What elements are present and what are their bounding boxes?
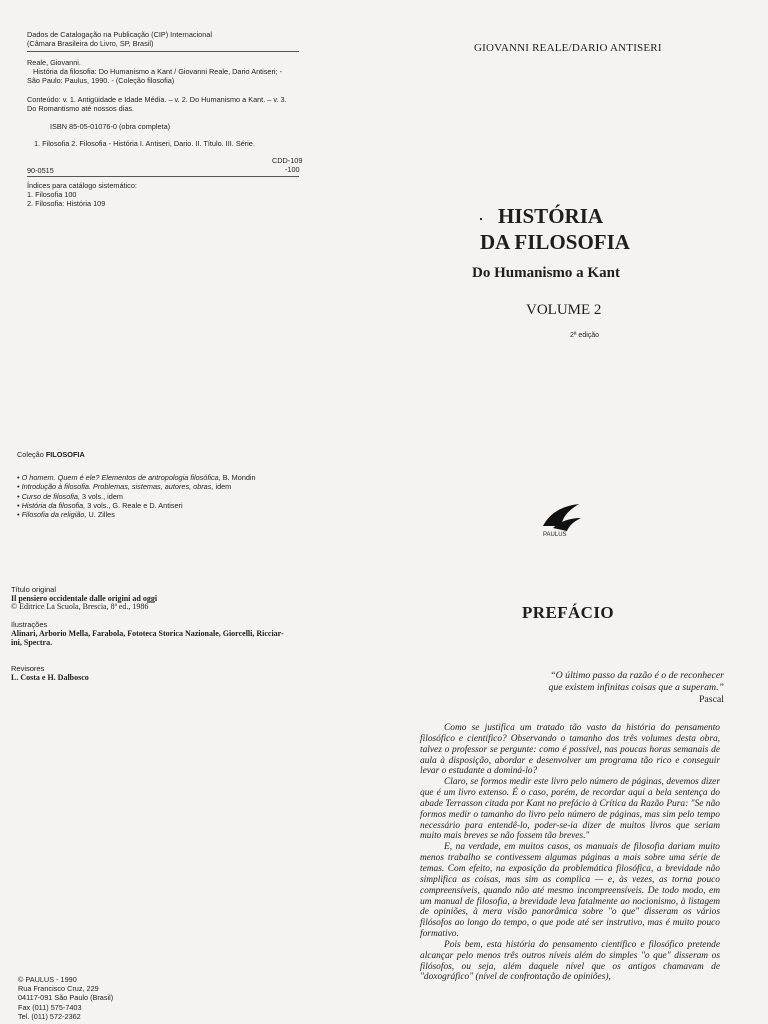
cip-entry [27,58,307,86]
reviewers-label: Revisores [11,664,45,674]
preface-body [420,723,720,983]
paragraph: Como se justifica um tratado tão vasto da história do pensamento filosófico e científico? Observando o tamanho dos três volumes desta obra, talvez o professor se pergunte: como é possível, nas poucas horas semanais de aula à disposição, abordar e desenvolver um programa tão rico e conseguir levar o estudante a dominá-lo? [420,723,720,777]
book-title [480,203,630,255]
preface-title: PREFÁCIO [522,603,614,622]
list-item: • Introdução à filosofia. Problemas, sistemas, autores, obras, idem [17,482,232,492]
cip-cdd-1: CDD-109 [272,156,303,165]
cip-catalog-number: 90-0515 [27,166,54,175]
address-line: © PAULUS - 1990 [18,975,77,984]
original-title-block [11,586,284,683]
address-line: Fax (011) 575-7403 [18,1002,82,1012]
publisher-address [18,975,113,1021]
cip-subjects: 1. Filosofia 2. Filosofia - História I. Antiseri, Dario. II. Título. III. Série. [34,139,255,148]
cip-entry-title-2: São Paulo: Paulus, 1990. - (Coleção filosofia) [27,76,175,86]
list-item: • O homem. Quem é ele? Elementos de antropologia filosófica, B. Mondin [17,473,256,483]
cip-contents-1: Conteúdo: v. 1. Antigüidade e Idade Média. – v. 2. Do Humanismo a Kant. – v. 3. [27,95,287,104]
cip-index [27,181,307,209]
epigraph-line2: que existem infinitas coisas que a superam.” [548,682,724,693]
cip-contents-2: Do Romantismo até nossos dias. [27,104,135,114]
illustrations-credits-1: Alinari, Arborio Mella, Farabola, Fototeca Storica Nazionale, Giorcelli, Ricciar- [11,628,284,638]
copyright-page-bottom [0,545,384,1024]
collection-list [17,450,256,519]
print-speck [480,218,482,220]
list-item: • Curso de filosofia, 3 vols., idem [17,491,123,501]
cip-block [27,30,307,48]
copyright-page-top [0,0,384,545]
collection-label: Coleção [17,450,44,459]
publisher-logo-icon [539,498,585,532]
cip-isbn: ISBN 85-05-01076-0 (obra completa) [50,122,171,131]
epigraph [548,670,724,706]
epigraph-author: Pascal [698,694,724,705]
cip-divider [27,51,299,52]
cip-entry-title-1: História da filosofia: Do Humanismo a Kant / Giovanni Reale, Dario Antiseri; - [33,67,283,77]
illustrations-label: Ilustrações [11,620,48,630]
original-title: Il pensiero occidentale dalle origini ad oggi [11,593,158,603]
cip-cdd-2: -100 [285,165,300,174]
original-copyright: © Editrice La Scuola, Brescia, 8ª ed., 1986 [11,602,149,612]
authors-header: GIOVANNI REALE/DARIO ANTISERI [474,42,662,54]
preface-page [384,545,768,1024]
cip-divider-bottom [27,176,299,177]
publisher-name: PAULUS [543,532,567,538]
title-page [384,0,768,545]
illustrations-credits-2: ini, Spectra. [11,637,53,647]
address-line: 04117-091 São Paulo (Brasil) [18,993,114,1003]
cip-entry-author: Reale, Giovanni. [27,58,81,67]
paragraph: E, na verdade, em muitos casos, os manuais de filosofia dariam muito menos trabalho se contivessem algumas páginas a mais sobre uma série de temas. Com efeito, na exposição da problemática filosófica, a brevidade não simplifica as coisas, mas sim as complica — e, às vezes, as torna pouco compreensíveis, quando não até mesmo incompreensíveis. De todo modo, em um manual de filosofia, a brevidade leva fatalmente ao nocionismo, à listagem de opiniões, à mera visão panorâmica sobre "o que" disseram os vários filósofos ao longo do tempo, o que pode até ser instrutivo, mas é muito pouco formativo. [420,842,720,940]
book-title-line1: HISTÓRIA [498,204,604,228]
book-title-line2: DA FILOSOFIA [480,230,630,254]
collection-heading [17,450,256,459]
original-title-label: Título original [11,585,57,594]
edition-label: 2ª edição [570,332,600,339]
collection-name: FILOSOFIA [45,450,85,459]
cip-index-item: 2. Filosofia: História 109 [27,199,106,209]
paragraph: Pois bem, esta história do pensamento científico e filosófico pretende alcançar pelo menos três outros níveis além do simples "o que" disseram os filósofos, ou seja, além daquele nível que os antigos chamavam de "doxográfico" (nível de confrontação de opiniões), [420,939,720,983]
list-item: • Filosofia da religião, U. Zilles [17,510,115,520]
cip-contents [27,95,307,113]
cip-header-2: (Câmara Brasileira do Livro, SP, Brasil) [27,39,154,49]
address-line: Tel. (011) 572-2362 [18,1011,81,1021]
cip-index-title: Índices para catálogo sistemático: [27,181,137,190]
paragraph: Claro, se formos medir este livro pelo número de páginas, devemos dizer que é um livro extenso. É o caso, porém, de recordar aqui a bela sentença do abade Terrasson citada por Kant no prefácio à Crítica da Razão Pura: "Se não formos medir o tamanho do livro pelo número de páginas, mas sim pelo tempo necessário para entendê-lo, poder-se-ia dizer de muitos livros que seriam muito mais breves se não fossem tão breves." [420,777,720,842]
book-subtitle: Do Humanismo a Kant [472,265,620,281]
cip-index-item: 1. Filosofia 100 [27,190,77,200]
volume-label: VOLUME 2 [526,302,602,318]
list-item: • História da filosofia, 3 vols., G. Reale e D. Antiseri [17,500,183,510]
address-line: Rua Francisco Cruz, 229 [18,984,99,994]
cip-header-1: Dados de Catalogação na Publicação (CIP) Internacional [27,30,212,39]
reviewers: L. Costa e H. Dalbosco [11,672,89,682]
epigraph-line1: “O último passo da razão é o de reconhecer [550,670,724,681]
